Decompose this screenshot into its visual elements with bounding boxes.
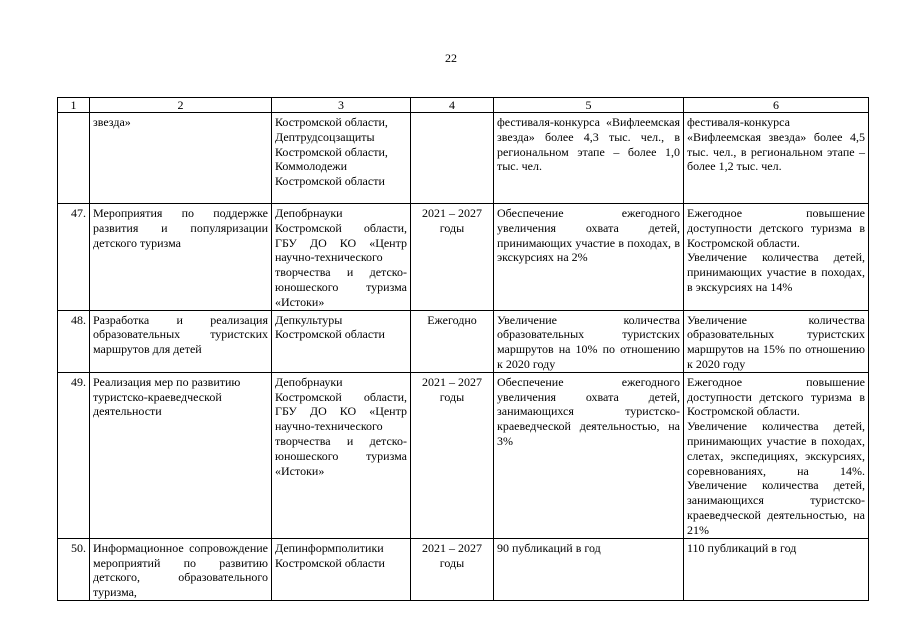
measures-table — [57, 97, 869, 601]
result-col5-cell: Увеличение количества образовательных туристских маршрутов на 10% по отношению к 2020 году — [494, 310, 684, 372]
column-number-row — [58, 98, 869, 113]
result-col5-cell: Обеспечение ежегодного увеличения охвата детей, занимающихся туристско-краеведческой деятельностью, на 3% — [494, 372, 684, 538]
result-col5-cell: Обеспечение ежегодного увеличения охвата детей, принимающих участие в походах, в экскурсиях на 2% — [494, 204, 684, 311]
result-col5-cell: фестиваля-конкурса «Вифлеемская звезда» более 4,3 тыс. чел., в региональном этапе – более 1,0 тыс. чел. — [494, 113, 684, 204]
page-number: 22 — [445, 51, 457, 65]
table-row-continued — [58, 113, 869, 204]
row-number: 48. — [58, 310, 90, 372]
column-number-5: 5 — [494, 98, 684, 113]
column-number-2: 2 — [90, 98, 272, 113]
event-cell: Реализация мер по развитию туристско-краеведческой деятельности — [90, 372, 272, 538]
row-number: 50. — [58, 538, 90, 600]
period-cell: 2021 – 2027 годы — [411, 204, 494, 311]
result-col6-cell — [684, 372, 869, 538]
result-col6-paragraph-1: Ежегодное повышение доступности детского туризма в Костромской области. — [687, 206, 865, 250]
result-col6-cell — [684, 204, 869, 311]
table-row — [58, 538, 869, 600]
result-col6-paragraph-2: Увеличение количества детей, принимающих участие в походах, в экскурсиях на 14% — [687, 250, 865, 294]
period-cell: 2021 – 2027 годы — [411, 372, 494, 538]
event-cell: Разработка и реализация образовательных туристских маршрутов для детей — [90, 310, 272, 372]
period-cell — [411, 113, 494, 204]
executor-cell: Костромской области, Дептрудсоцзащиты Костромской области, Коммолодежи Костромской области — [272, 113, 411, 204]
event-cell: Информационное сопровождение мероприятий по развитию детского, образовательного туризма, — [90, 538, 272, 600]
period-cell: 2021 – 2027 годы — [411, 538, 494, 600]
executor-cell: Депобрнауки Костромской области, ГБУ ДО КО «Центр научно-технического творчества и детско-юношеского туризма «Истоки» — [272, 204, 411, 311]
row-number — [58, 113, 90, 204]
column-number-1: 1 — [58, 98, 90, 113]
column-number-3: 3 — [272, 98, 411, 113]
event-cell: Мероприятия по поддержке развития и популяризации детского туризма — [90, 204, 272, 311]
result-col6-cell: фестиваля-конкурса «Вифлеемская звезда» более 4,5 тыс. чел., в региональном этапе – более 1,2 тыс. чел. — [684, 113, 869, 204]
result-col5-cell: 90 публикаций в год — [494, 538, 684, 600]
result-col6-paragraph-2: Увеличение количества детей, принимающих участие в походах, слетах, экспедициях, экскурсиях, соревнованиях, на 14%. Увеличение количества детей, занимающихся туристско-краеведческой деятельностью, на 21% — [687, 419, 865, 537]
column-number-6: 6 — [684, 98, 869, 113]
executor-cell: Депкультуры Костромской области — [272, 310, 411, 372]
table-row — [58, 372, 869, 538]
column-number-4: 4 — [411, 98, 494, 113]
row-number: 47. — [58, 204, 90, 311]
result-col6-cell: 110 публикаций в год — [684, 538, 869, 600]
event-cell: звезда» — [90, 113, 272, 204]
executor-cell: Депобрнауки Костромской области, ГБУ ДО КО «Центр научно-технического творчества и детско-юношеского туризма «Истоки» — [272, 372, 411, 538]
result-col6-cell: Увеличение количества образовательных туристских маршрутов на 15% по отношению к 2020 году — [684, 310, 869, 372]
result-col6-paragraph-1: Ежегодное повышение доступности детского туризма в Костромской области. — [687, 374, 865, 419]
period-cell: Ежегодно — [411, 310, 494, 372]
executor-cell: Депинформполитики Костромской области — [272, 538, 411, 600]
table-row — [58, 204, 869, 311]
row-number: 49. — [58, 372, 90, 538]
table-row — [58, 310, 869, 372]
